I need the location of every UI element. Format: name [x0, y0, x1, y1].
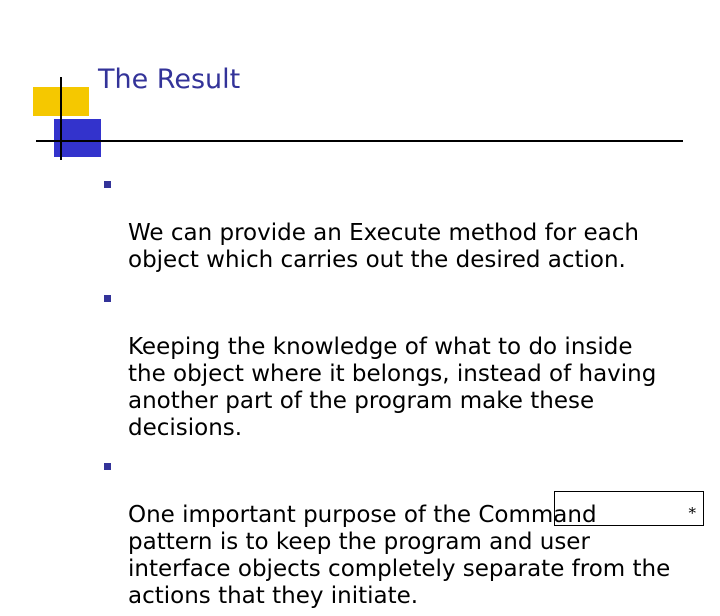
decorative-vertical-line [60, 77, 62, 160]
title-divider-line [36, 140, 683, 142]
bullet-text: We can provide an Execute method for each object which carries out the desired action. [128, 220, 639, 273]
square-bullet-icon [104, 181, 111, 188]
bullet-item [104, 166, 710, 274]
footer-mark: * [688, 504, 696, 522]
bullet-text: Keeping the knowledge of what to do inside the object where it belongs, instead of having another part of the program make these decisions. [128, 334, 657, 441]
slide-title: The Result [98, 64, 241, 95]
bullet-item [104, 280, 710, 442]
footer-box [554, 491, 704, 526]
square-bullet-icon [104, 295, 111, 302]
square-bullet-icon [104, 463, 111, 470]
bullet-text: One important purpose of the Command pattern is to keep the program and user interface objects completely separate from the actions that they initiate. [128, 502, 671, 609]
bullet-list [104, 166, 710, 616]
bullet-item [104, 448, 710, 610]
